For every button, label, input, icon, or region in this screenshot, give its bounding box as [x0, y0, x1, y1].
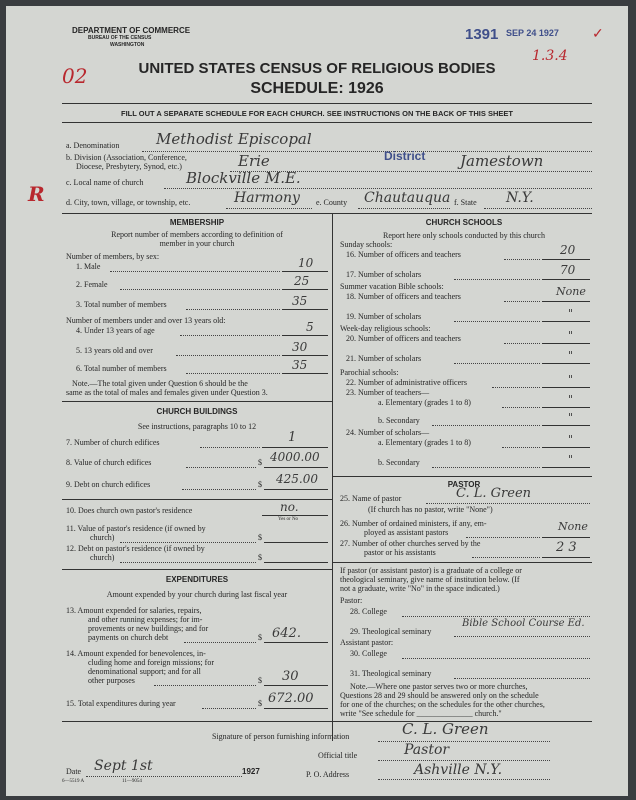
q25-label: 25. Name of pastor	[340, 494, 402, 503]
q3-label: 3. Total number of members	[76, 300, 167, 309]
q6-label: 6. Total number of members	[76, 364, 167, 373]
po-address-label: P. O. Address	[306, 770, 350, 779]
date-line	[86, 776, 242, 777]
q14-label-3: denominational support; and for all	[88, 667, 201, 676]
q16-label: 16. Number of officers and teachers	[346, 250, 461, 259]
pastor-heading: PASTOR	[447, 480, 481, 489]
leader-line	[504, 301, 540, 302]
q25-value: C. L. Green	[456, 486, 532, 501]
answer-line	[402, 658, 590, 659]
yes-no-caption: Yes or No	[278, 517, 299, 522]
parochial-label: Parochial schools:	[340, 368, 399, 377]
po-address-line	[378, 779, 550, 780]
q15-label: 15. Total expenditures during year	[66, 699, 176, 708]
q23b-label: b. Secondary	[378, 416, 420, 425]
q16-value: 20	[560, 243, 576, 257]
q22-label: 22. Number of administrative officers	[346, 378, 467, 387]
answer-line	[454, 678, 590, 679]
sunday-label: Sunday schools:	[340, 240, 393, 249]
pastor-note-4: write "See schedule for ______________ church."	[340, 709, 502, 718]
q28-label: 28. College	[350, 607, 387, 616]
answer-line	[264, 489, 328, 490]
column-divider	[332, 213, 333, 741]
po-address-value: Ashville N.Y.	[414, 762, 503, 778]
answer-line	[542, 467, 590, 468]
q12-label-2: church)	[90, 553, 115, 562]
expenditures-heading: EXPENDITURES	[165, 575, 229, 584]
q8-value: 4000.00	[270, 450, 320, 464]
answer-line	[542, 407, 590, 408]
district-stamp: District	[384, 149, 426, 163]
leader-line	[432, 425, 540, 426]
q14-label-2: cluding home and foreign missions; for	[88, 658, 214, 667]
q4-value: 5	[306, 320, 314, 334]
q24-label: 24. Number of scholars—	[346, 428, 430, 437]
q2-value: 25	[294, 274, 310, 288]
leader-line	[200, 447, 260, 448]
q13-label-2: and other running expenses; for im-	[88, 615, 203, 624]
leader-line	[110, 271, 280, 272]
q11-label: 11. Value of pastor's residence (if owned by	[66, 524, 206, 533]
corner-code: 1.3.4	[532, 48, 568, 64]
q25-note: (If church has no pastor, write "None")	[368, 505, 493, 514]
answer-line	[282, 289, 328, 290]
q7-label: 7. Number of church edifices	[66, 438, 160, 447]
college-intro-3: not a graduate, write "No" in the space indicated.)	[340, 584, 500, 593]
leader-line	[432, 467, 540, 468]
answer-line	[264, 467, 328, 468]
leader-line	[472, 557, 540, 558]
leader-line	[176, 355, 280, 356]
leader-line	[502, 447, 540, 448]
divider	[62, 569, 332, 570]
city-label: d. City, town, village, or township, etc.	[66, 198, 191, 207]
q24a-label: a. Elementary (grades 1 to 8)	[378, 438, 471, 447]
divider	[62, 401, 332, 402]
q14-value: 30	[282, 669, 299, 684]
stamp-date: SEP 24 1927	[506, 28, 559, 38]
dollar-sign: $	[258, 676, 262, 685]
dollar-sign: $	[258, 553, 262, 562]
pastor-note-2: Questions 28 and 29 should be answered only on the schedule	[340, 691, 539, 700]
q27-value: 2 3	[556, 540, 577, 555]
q17-label: 17. Number of scholars	[346, 270, 422, 279]
q12-label: 12. Debt on pastor's residence (if owned by	[66, 544, 205, 553]
q27-label: 27. Number of other churches served by the	[340, 539, 481, 548]
answer-line	[282, 335, 328, 336]
signature-value: C. L. Green	[402, 720, 489, 738]
answer-line	[542, 387, 590, 388]
pastor-note: Note.—Where one pastor serves two or more churches,	[350, 682, 528, 691]
corner-checkmark: ✓	[592, 27, 604, 42]
membership-intro: Report number of members according to definition of	[111, 230, 283, 239]
q13-value: 642.	[272, 626, 301, 641]
answer-line	[282, 271, 328, 272]
red-mark: 02	[62, 64, 88, 88]
leader-line	[180, 335, 280, 336]
college-intro: If pastor (or assistant pastor) is a graduate of a college or	[340, 566, 522, 575]
membership-intro-2: member in your church	[159, 239, 235, 248]
form-number: 6—5519 A	[62, 779, 85, 784]
q6-value: 35	[292, 358, 308, 372]
q14-label-4: other purposes	[88, 676, 135, 685]
divider	[332, 476, 592, 477]
divider	[62, 721, 592, 722]
q15-value: 672.00	[268, 691, 314, 706]
expenditures-sub: Amount expended by your church during last fiscal year	[106, 590, 288, 599]
county-label: e. County	[316, 198, 348, 207]
membership-heading: MEMBERSHIP	[169, 218, 225, 227]
leader-line	[502, 407, 540, 408]
stamp-number: 1391	[465, 26, 499, 43]
assistant-sub-label: Assistant pastor:	[340, 638, 394, 647]
q26-label-2: ployed as assistant pastors	[364, 528, 449, 537]
q26-value: None	[558, 520, 588, 533]
division-label-2: Diocese, Presbytery, Synod, etc.)	[76, 162, 182, 171]
leader-line	[454, 363, 540, 364]
q3-value: 35	[292, 294, 308, 308]
buildings-heading: CHURCH BUILDINGS	[156, 407, 238, 416]
q23-label: 23. Number of teachers—	[346, 388, 430, 397]
pastor-note-3: for one of the churches; on the schedules for the other churches,	[340, 700, 545, 709]
leader-line	[186, 467, 256, 468]
answer-line	[262, 447, 328, 448]
leader-line	[504, 343, 540, 344]
state-value: N.Y.	[506, 190, 534, 206]
dollar-sign: $	[258, 633, 262, 642]
answer-line	[542, 363, 590, 364]
answer-line	[542, 301, 590, 302]
q10-value: no.	[280, 500, 299, 514]
leader-line	[492, 387, 540, 388]
district-value: Jamestown	[460, 152, 544, 170]
q22-value: "	[568, 373, 574, 386]
q19-label: 19. Number of scholars	[346, 312, 422, 321]
q19-value: "	[568, 307, 574, 320]
form-title: UNITED STATES CENSUS OF RELIGIOUS BODIES	[138, 60, 496, 77]
q11-label-2: church)	[90, 533, 115, 542]
buildings-sub: See instructions, paragraphs 10 to 12	[137, 422, 257, 431]
q13-label: 13. Amount expended for salaries, repairs,	[66, 606, 202, 615]
answer-line	[282, 355, 328, 356]
title-line	[378, 760, 550, 761]
q18-value: None	[556, 285, 586, 298]
field-line	[164, 188, 592, 189]
county-value: Chautauqua	[364, 190, 451, 206]
answer-line	[264, 542, 328, 543]
leader-line	[454, 279, 540, 280]
answer-line	[542, 343, 590, 344]
answer-line	[282, 309, 328, 310]
date-value: Sept 1st	[94, 758, 153, 774]
summer-label: Summer vacation Bible schools:	[340, 282, 444, 291]
answer-line	[426, 503, 590, 504]
leader-line	[120, 289, 280, 290]
leader-line	[202, 708, 256, 709]
membership-note-2: same as the total of males and females given under Question 3.	[66, 388, 268, 397]
q23b-value: "	[568, 411, 574, 424]
q5-value: 30	[292, 340, 308, 354]
divider	[62, 213, 592, 214]
q1-label: 1. Male	[76, 262, 101, 271]
q8-label: 8. Value of church edifices	[66, 458, 152, 467]
q13-label-4: payments on church debt	[88, 633, 169, 642]
schools-intro: Report here only schools conducted by this church	[383, 231, 545, 240]
q30-label: 30. College	[350, 649, 387, 658]
q1-value: 10	[298, 256, 314, 270]
field-line	[226, 208, 312, 209]
leader-line	[454, 321, 540, 322]
q27-label-2: pastor or his assistants	[364, 548, 436, 557]
answer-line	[542, 259, 590, 260]
answer-line	[542, 557, 590, 558]
q23a-label: a. Elementary (grades 1 to 8)	[378, 398, 471, 407]
q29-label: 29. Theological seminary	[350, 627, 432, 636]
college-intro-2: theological seminary, give name of institution below. (If	[340, 575, 520, 584]
state-label: f. State	[454, 198, 477, 207]
dollar-sign: $	[258, 533, 262, 542]
answer-line	[264, 642, 328, 643]
q9-label: 9. Debt on church edifices	[66, 480, 151, 489]
leader-line	[186, 309, 280, 310]
form-subtitle: SCHEDULE: 1926	[250, 80, 384, 97]
q5-label: 5. 13 years old and over	[76, 346, 153, 355]
side-mark: R	[28, 182, 45, 206]
leader-line	[184, 642, 256, 643]
q24a-value: "	[568, 433, 574, 446]
answer-line	[542, 279, 590, 280]
answer-line	[282, 373, 328, 374]
divider	[332, 562, 592, 563]
q24b-value: "	[568, 453, 574, 466]
church-name-label: c. Local name of church	[66, 178, 144, 187]
answer-line	[454, 636, 590, 637]
q20-value: "	[568, 329, 574, 342]
denomination-label: a. Denomination	[66, 141, 120, 150]
membership-note: Note.—The total given under Question 6 should be the	[72, 379, 248, 388]
q21-value: "	[568, 349, 574, 362]
denomination-value: Methodist Episcopal	[156, 130, 312, 148]
city-value: Harmony	[234, 190, 300, 206]
q21-label: 21. Number of scholars	[346, 354, 422, 363]
q13-label-3: provements or new buildings; and for	[88, 624, 209, 633]
q18-label: 18. Number of officers and teachers	[346, 292, 461, 301]
official-title-label: Official title	[318, 751, 358, 760]
pastor-sub-label: Pastor:	[340, 596, 363, 605]
bysex-label: Number of members, by sex:	[66, 252, 160, 261]
q4-label: 4. Under 13 years of age	[76, 326, 155, 335]
signature-label: Signature of person furnishing information	[212, 732, 350, 741]
field-line	[484, 208, 592, 209]
leader-line	[186, 373, 280, 374]
answer-line	[542, 425, 590, 426]
divider	[62, 122, 592, 123]
q7-value: 1	[288, 430, 297, 445]
leader-line	[466, 537, 540, 538]
bureau-heading: BUREAU OF THE CENSUS	[88, 35, 152, 41]
weekday-label: Week-day religious schools:	[340, 324, 431, 333]
leader-line	[504, 259, 540, 260]
leader-line	[154, 685, 256, 686]
schools-heading: CHURCH SCHOOLS	[425, 218, 503, 227]
field-line	[358, 208, 450, 209]
q14-label: 14. Amount expended for benevolences, in-	[66, 649, 206, 658]
answer-line	[264, 562, 328, 563]
city-heading: WASHINGTON	[110, 42, 145, 48]
q20-label: 20. Number of officers and teachers	[346, 334, 461, 343]
instruction-line: FILL OUT A SEPARATE SCHEDULE FOR EACH CHURCH. SEE INSTRUCTIONS ON THE BACK OF THIS SHEET	[121, 109, 513, 118]
q26-label: 26. Number of ordained ministers, if any, em-	[340, 519, 487, 528]
division-label: b. Division (Association, Conference,	[66, 153, 187, 162]
answer-line	[264, 708, 328, 709]
dollar-sign: $	[258, 480, 262, 489]
dept-heading: DEPARTMENT OF COMMERCE	[72, 26, 191, 35]
official-title-value: Pastor	[404, 742, 450, 758]
q9-value: 425.00	[276, 472, 318, 486]
answer-line	[542, 447, 590, 448]
church-name-value: Blockville M.E.	[186, 169, 301, 187]
dollar-sign: $	[258, 458, 262, 467]
divider	[62, 103, 592, 104]
print-number: 11—9054	[122, 779, 142, 784]
dollar-sign: $	[258, 699, 262, 708]
q10-label: 10. Does church own pastor's residence	[66, 506, 193, 515]
answer-line	[402, 616, 590, 617]
age-intro: Number of members under and over 13 years old:	[66, 316, 226, 325]
leader-line	[120, 542, 256, 543]
answer-line	[262, 515, 328, 516]
q17-value: 70	[560, 263, 576, 277]
division-value: Erie	[238, 152, 270, 170]
date-year: 1927	[242, 767, 260, 776]
q2-label: 2. Female	[76, 280, 108, 289]
q24b-label: b. Secondary	[378, 458, 420, 467]
answer-line	[264, 685, 328, 686]
q23a-value: "	[568, 393, 574, 406]
answer-line	[542, 321, 590, 322]
q31-label: 31. Theological seminary	[350, 669, 432, 678]
leader-line	[182, 489, 256, 490]
date-label: Date	[66, 767, 82, 776]
census-schedule-page	[6, 6, 628, 796]
answer-line	[542, 537, 590, 538]
q29-value: Bible School Course Ed.	[462, 618, 585, 629]
leader-line	[120, 562, 256, 563]
